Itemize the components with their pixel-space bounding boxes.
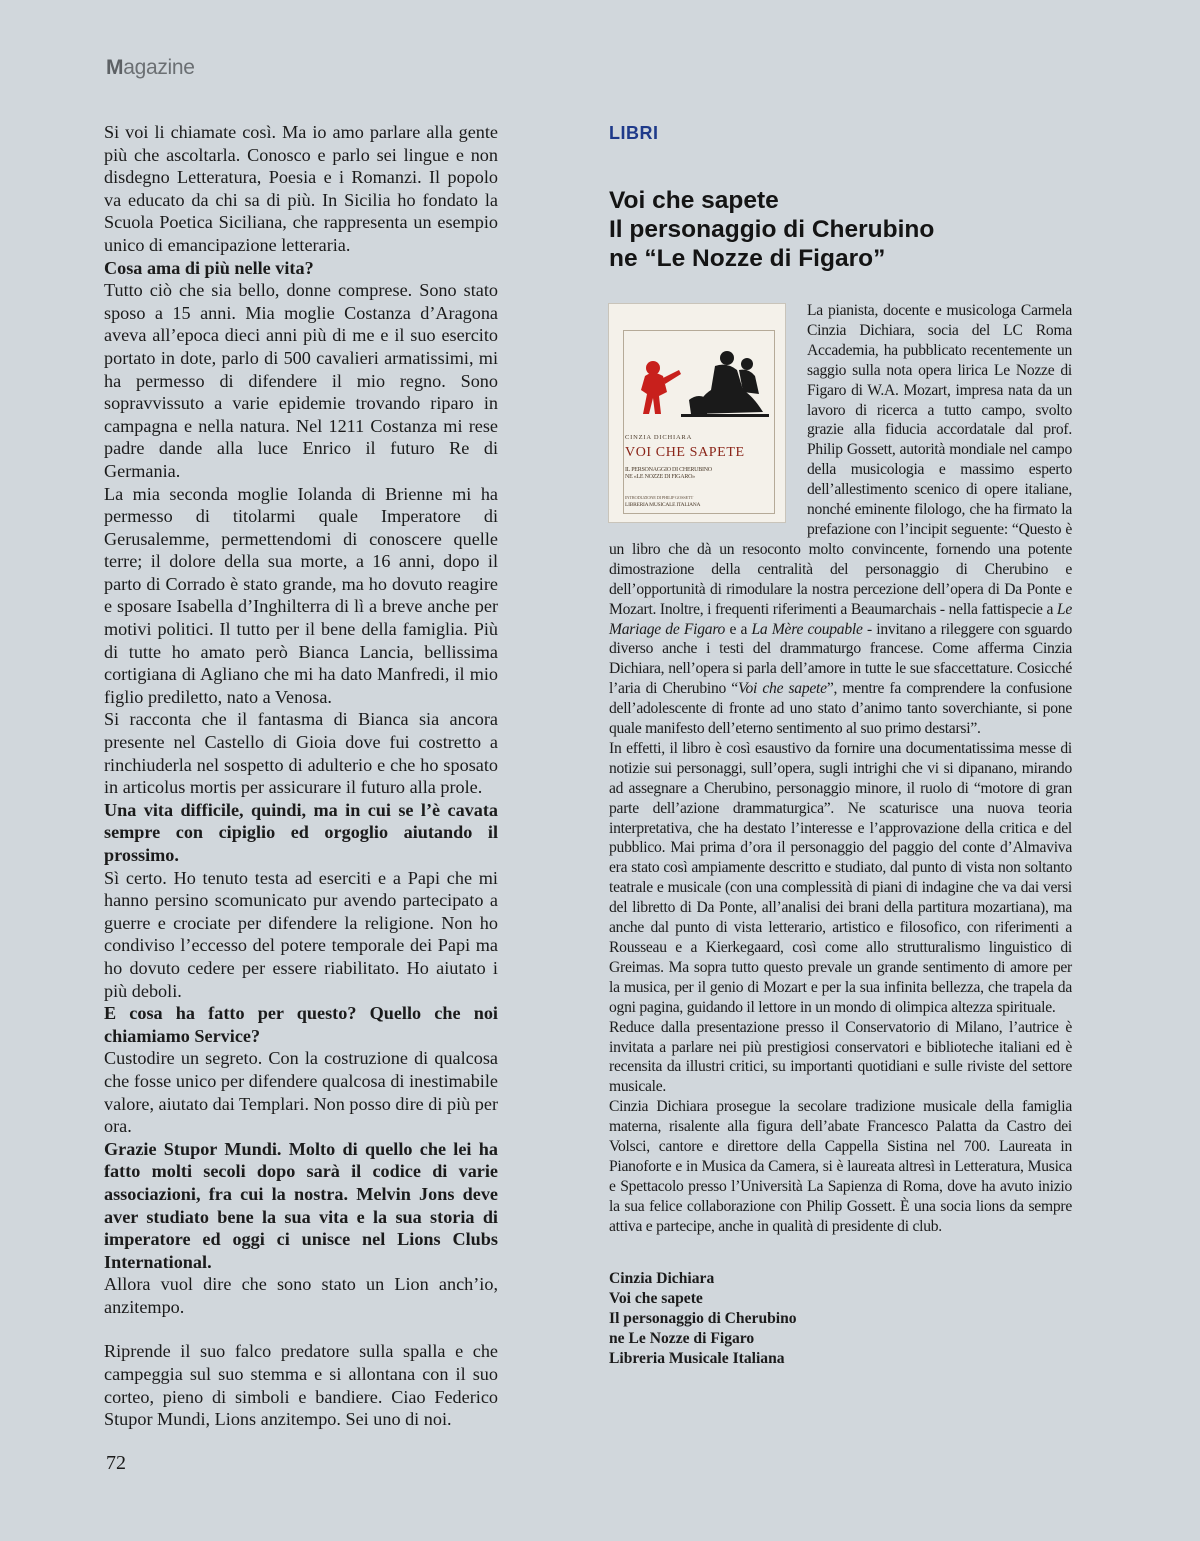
interview-question: E cosa ha fatto per questo? Quello che noi chiamiamo Service?: [104, 1003, 498, 1046]
cover-intro: INTRODUZIONE DI PHILIP GOSSETT: [625, 495, 693, 500]
credit-line: Libreria Musicale Italiana: [609, 1349, 785, 1367]
interview-paragraph: La mia seconda moglie Iolanda di Brienne mi ha permesso di titolarmi quale Imperatore di Gerusalemme, permettendomi di conoscere quelle terre; il dolore della sua morte, a 16 anni, dopo il parto di Corrado è stato grande, ma ho dovuto reagire e sposare Isabella d’Inghilterra di lì a breve anche per motivi politici. Il tutto per il bene della famiglia. Più di tutte ho amato però Bianca Lancia, bellissima cortigiana di Agliano che mi ha dato Manfredi, il mio figlio prediletto, nato a Venosa.: [104, 483, 498, 707]
cover-author: CINZIA DICHIARA: [625, 434, 693, 441]
interview-question: Cosa ama di più nelle vita?: [104, 257, 314, 278]
cover-publisher: LIBRERIA MUSICALE ITALIANA: [625, 502, 701, 508]
interview-paragraph: Sì certo. Ho tenuto testa ad eserciti e a Papi che mi hanno persino scomunicato pur avendo partecipato a guerre e crociate per difendere la religione. Non ho condiviso l’eccesso del potere temporale dei Papi ma ho dovuto cedere per essere riabilitato. Ho aiutato i più deboli.: [104, 867, 498, 1001]
credit-line: ne Le Nozze di Figaro: [609, 1329, 755, 1347]
review-paragraph: Reduce dalla presentazione presso il Conservatorio di Milano, l’autrice è invitata a parlare nei più prestigiosi conservatori e biblioteche italiani ed è recensita da illustri critici, su importanti quotidiani e sulle riviste del settore musicale.: [609, 1018, 1072, 1096]
credit-line: Cinzia Dichiara: [609, 1269, 715, 1287]
header-first-letter: M: [106, 56, 124, 79]
red-cherub-figure: [641, 361, 681, 414]
cover-illustration: [623, 330, 775, 425]
book-cover-image: [609, 304, 785, 522]
text-run: - invitano a rileggere con sguardo diverso anche i testi del drammaturgo francese. Come afferma Cinzia Dichiara, nell’opera si parla dell’amore in tutte le sue sfaccettature. Cosicché l’aria di Cherubino “: [609, 620, 1073, 698]
text-run: ”, mentre fa comprendere la confusione dell’adolescente di fronte ad uno stato d’animo tanto soverchiante, si pone quale manifesto dell’eterno sentimento al suo primo destarsi”.: [609, 680, 1072, 738]
credit-line: Il personaggio di Cherubino: [609, 1309, 797, 1327]
credit-line: Voi che sapete: [609, 1289, 703, 1307]
text-run: e a: [725, 620, 752, 638]
silhouette-figures: [681, 351, 769, 417]
cover-subtitle: [625, 467, 765, 481]
title-line: Voi che sapete: [609, 187, 779, 214]
article-title: [609, 186, 1072, 273]
title-line: ne “Le Nozze di Figaro”: [609, 245, 886, 272]
italic-run: Le Mariage de Figaro: [609, 600, 1072, 638]
interview-paragraph: Si voi li chiamate così. Ma io amo parlare alla gente più che ascoltarla. Conosco e parlo sei lingue e non disdegno Letteratura, Poesia e i Romanzi. Il popolo va educato da chi sa di più. In Sicilia ho fondato la Scuola Poetica Siciliana, che rappresenta un esempio unico di emancipazione letteraria.: [104, 122, 498, 255]
magazine-header: [106, 56, 195, 80]
italic-run: La Mère coupable: [751, 620, 863, 638]
book-review-column: [609, 121, 1072, 1369]
title-line: Il personaggio di Cherubino: [609, 216, 935, 243]
interview-closing: Riprende il suo falco predatore sulla spalla e che campeggia sul suo stemma e si allontana con il suo corteo, pieno di simboli e bandiere. Ciao Federico Stupor Mundi, Lions anzitempo. Sei uno di noi.: [104, 1341, 498, 1430]
interview-paragraph: Tutto ciò che sia bello, donne comprese. Sono stato sposo a 15 anni. Mia moglie Costanza d’Aragona aveva all’epoca dieci anni più di me e il suo esercito portato in dote, parlo di 500 cavalieri armatissimi, mi ha permesso di difendere il mio regno. Sono sopravvissuto a varie epidemie trovando riparo in campagna e nella natura. Nel 1211 Costanza mi rese padre dande alla luce Enrico il futuro Re di Germania.: [104, 280, 498, 481]
interview-question: Una vita difficile, quindi, ma in cui se l’è cavata sempre con cipiglio ed orgoglio aiutando il prossimo.: [104, 799, 498, 865]
interview-paragraph: Si racconta che il fantasma di Bianca sia ancora presente nel Castello di Gioia dove fui costretto a rinchiuderla nel sospetto di adulterio e che ho sposato in articolus mortis per assicurare il futuro alla prole.: [104, 709, 498, 798]
review-paragraph: In effetti, il libro è così esaustivo da fornire una documentatissima messe di notizie sui personaggi, sull’opera, sugli intrighi che vi si dipanano, mirando ad assegnare a Cherubino, personaggio minore, il ruolo di “motore di gran parte dell’azione drammaturgica”. Ne scaturisce una nuova teoria interpretativa, che ha destato l’interesse e l’approvazione della critica e del pubblico. Mai prima d’ora il personaggio del paggio del conte d’Almaviva era stato così ampiamente descritto e studiato, dal punto di vista non soltanto teatrale e musicale (con una complessità di piani di indagine che va dai versi del libretto di Da Ponte, all’analisi dei brani della partitura mozartiana), ma anche dal punto di vista letterario, artistico e filosofico, con riferimenti a Rousseau e a Kierkegaard, così come allo strutturalismo linguistico di Greimas. Ma sopra tutto questo prevale un grande sentimento di amore per la musica, per il genio di Mozart e per la sua infinita bellezza, che trapela da ogni pagina, guidando il lettore in un mondo di olimpica altezza spirituale.: [609, 739, 1072, 1016]
interview-paragraph: Allora vuol dire che sono stato un Lion anch’io, anzitempo.: [104, 1274, 498, 1317]
cover-title: VOI CHE SAPETE: [625, 445, 745, 460]
italic-run: Voi che sapete: [737, 680, 827, 698]
text-run: La pianista, docente e musicologa Carmela Cinzia Dichiara, socia del LC Roma Accademia, ha pubblicato recentemente un saggio sulla nota opera lirica Le Nozze di Figaro di W.A. Mozart, impresa nata da un lavoro di ricerca a tutto campo, svolto grazie alla fiducia accordatale dal prof. Philip Gossett, autorità mondiale nel campo della musicologia e massimo esperto dell’allestimento scenico di opere italiane, nonché eminente filologo, che ha firmato la prefazione con l’incipit seguente: “Questo è un libro che dà un resoconto molto convincente, fornendo una potente dimostrazione della centralità del personaggio di Cherubino e dell’opportunità di rimodulare la nostra percezione dell’opera di Da Ponte e Mozart. Inoltre, i frequenti riferimenti a Beaumarchais - nella fattispecie a: [609, 302, 1072, 618]
review-paragraph: Cinzia Dichiara prosegue la secolare tradizione musicale della famiglia materna, risalente alla figura dell’abate Francesco Palatta da Castro dei Volsci, cantore e direttore della Cappella Sistina nel 700. Laureata in Pianoforte e in Musica da Camera, si è laureata altresì in Letteratura, Musica e Spettacolo presso l’Università La Sapienza di Roma, dove ha avuto inizio la sua felice collaborazione con Philip Gossett. È una socia lions da sempre attiva e partecipe, anche in qualità di presidente di club.: [609, 1098, 1072, 1235]
page-number: 72: [106, 1452, 126, 1474]
interview-question: Grazie Stupor Mundi. Molto di quello che lei ha fatto molti secoli dopo sarà il codice di varie associazioni, fra cui la nostra. Melvin Jons deve aver studiato bene la sua vita e la sua storia di imperatore ed oggi ci unisce nel Lions Clubs International.: [104, 1138, 498, 1272]
interview-paragraph: Custodire un segreto. Con la costruzione di qualcosa che fosse unico per difendere qualcosa di inestimabile valore, aiutato dai Templari. Non posso dire di più per ora.: [104, 1048, 498, 1137]
cover-subtitle-line: IL PERSONAGGIO DI CHERUBINO: [625, 467, 712, 473]
header-rest: agazine: [123, 56, 195, 79]
article-body: [609, 301, 1072, 1237]
cover-subtitle-line: NE «LE NOZZE DI FIGARO»: [625, 474, 695, 480]
section-label: LIBRI: [609, 123, 659, 143]
book-credits: [609, 1269, 1072, 1369]
interview-column: [104, 121, 498, 1431]
